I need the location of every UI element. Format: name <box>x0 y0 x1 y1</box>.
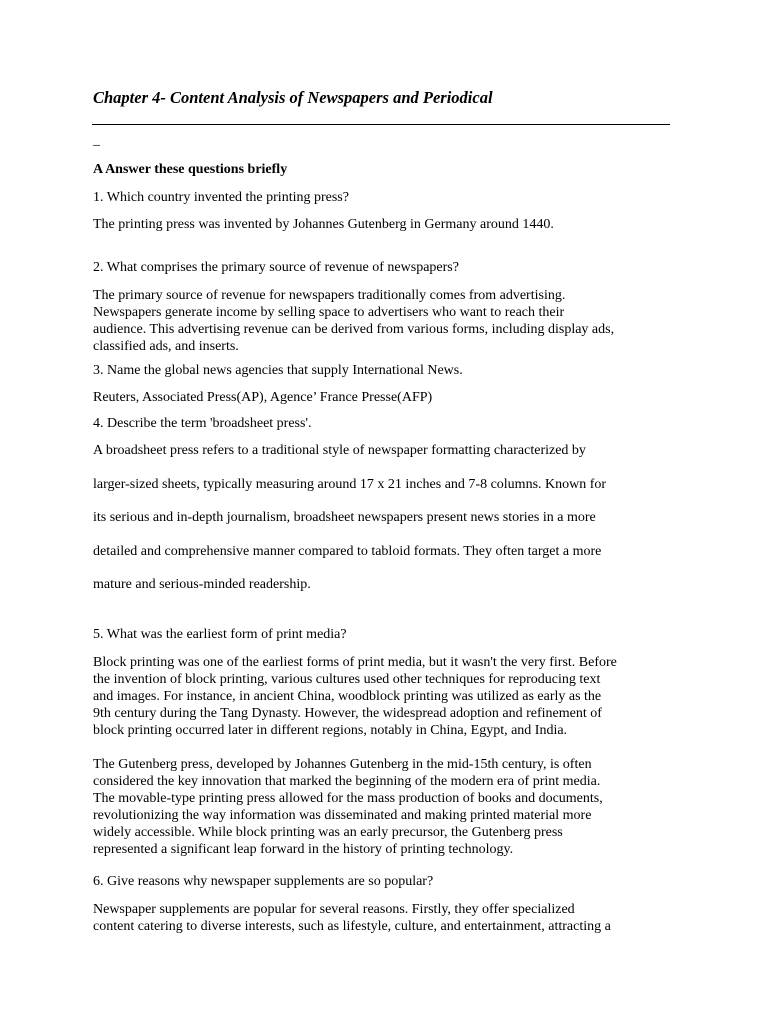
section-heading: A Answer these questions briefly <box>93 162 288 177</box>
answer-6-line: content catering to diverse interests, such as lifestyle, culture, and entertainment, attracting a <box>93 919 611 934</box>
question-3: 3. Name the global news agencies that supply International News. <box>93 363 463 378</box>
answer-2-line: The primary source of revenue for newspapers traditionally comes from advertising. <box>93 288 566 303</box>
answer-4-line: larger-sized sheets, typically measuring around 17 x 21 inches and 7-8 columns. Known for <box>93 476 607 492</box>
answer-4-line: detailed and comprehensive manner compared to tabloid formats. They often target a more <box>93 543 602 559</box>
answer-5-paragraph-2 <box>93 756 683 858</box>
page-title: Chapter 4- Content Analysis of Newspapers and Periodical <box>93 88 493 107</box>
answer-4-line: its serious and in-depth journalism, broadsheet newspapers present news stories in a more <box>93 510 596 525</box>
answer-6-line: Newspaper supplements are popular for several reasons. Firstly, they offer specialized <box>93 902 575 917</box>
title-rule <box>92 124 670 125</box>
answer-5-line: 9th century during the Tang Dynasty. However, the widespread adoption and refinement of <box>93 706 602 721</box>
answer-2-line: audience. This advertising revenue can be derived from various forms, including display ads, <box>93 322 615 337</box>
answer-3: Reuters, Associated Press(AP), Agence’ France Presse(AFP) <box>93 390 433 405</box>
answer-5-line: represented a significant leap forward in the history of printing technology. <box>93 842 514 857</box>
answer-5-line: Block printing was one of the earliest forms of print media, but it wasn't the very first. Before <box>93 655 617 670</box>
answer-5-line: The Gutenberg press, developed by Johannes Gutenberg in the mid-15th century, is often <box>93 757 592 772</box>
question-4: 4. Describe the term 'broadsheet press'. <box>93 416 312 431</box>
question-2: 2. What comprises the primary source of revenue of newspapers? <box>93 260 459 275</box>
answer-2-line: Newspapers generate income by selling space to advertisers who want to reach their <box>93 305 565 320</box>
question-6: 6. Give reasons why newspaper supplements are so popular? <box>93 874 434 889</box>
answer-1: The printing press was invented by Johannes Gutenberg in Germany around 1440. <box>93 217 554 232</box>
rule-tail: _ <box>93 133 100 148</box>
answer-5-paragraph-1 <box>93 654 683 739</box>
answer-2 <box>93 287 683 355</box>
answer-4-line: mature and serious-minded readership. <box>93 577 311 592</box>
answer-5-line: revolutionizing the way information was disseminated and making printed material more <box>93 808 592 823</box>
question-5: 5. What was the earliest form of print media? <box>93 627 347 642</box>
question-1: 1. Which country invented the printing press? <box>93 190 349 205</box>
answer-4 <box>93 442 683 610</box>
answer-5-line: block printing occurred later in different regions, notably in China, Egypt, and India. <box>93 723 568 738</box>
answer-6 <box>93 901 683 935</box>
answer-5-line: widely accessible. While block printing was an early precursor, the Gutenberg press <box>93 825 563 840</box>
answer-2-line: classified ads, and inserts. <box>93 339 239 354</box>
answer-5-line: considered the key innovation that marked the beginning of the modern era of print media. <box>93 774 601 789</box>
answer-5-line: The movable-type printing press allowed for the mass production of books and documents, <box>93 791 603 806</box>
answer-5-line: and images. For instance, in ancient China, woodblock printing was utilized as early as the <box>93 689 602 704</box>
answer-4-line: A broadsheet press refers to a traditional style of newspaper formatting characterized by <box>93 443 586 458</box>
answer-5-line: the invention of block printing, various cultures used other techniques for reproducing text <box>93 672 601 687</box>
